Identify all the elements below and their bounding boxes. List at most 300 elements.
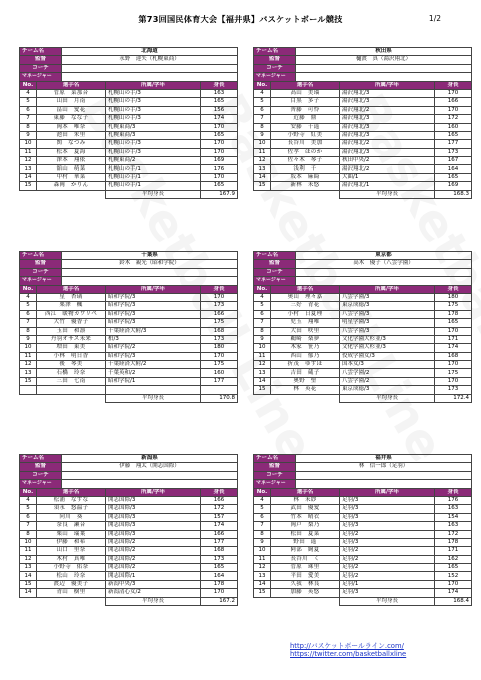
player-row xyxy=(254,106,472,114)
player-height: 171 xyxy=(435,335,472,343)
player-school: 新潟清心女/2 xyxy=(106,589,201,597)
col-school: 所属/学年 xyxy=(340,488,435,496)
player-row xyxy=(20,148,238,156)
player-number: 11 xyxy=(254,352,271,360)
player-height: 164 xyxy=(435,165,472,173)
player-name: 栗澤 楓 xyxy=(37,302,106,310)
player-school: 昭和学院/3 xyxy=(106,319,201,327)
player-school: 文化学園大杉並/3 xyxy=(340,335,435,343)
team-label: チーム名 xyxy=(20,252,62,260)
player-name: 東藤 なな子 xyxy=(37,115,106,123)
player-row xyxy=(254,335,472,343)
player-number: 5 xyxy=(20,98,37,106)
player-row xyxy=(20,123,238,131)
player-name: 佐孝 ほのか xyxy=(271,148,340,156)
team-label: チーム名 xyxy=(254,455,296,463)
manager-name xyxy=(62,277,238,285)
player-school: 開志国際/2 xyxy=(106,538,201,546)
player-number: 6 xyxy=(254,310,271,318)
player-name: 松本 夏海 xyxy=(37,148,106,156)
player-name: 奥野 聖 xyxy=(271,377,340,385)
player-number: 12 xyxy=(20,361,37,369)
player-height: 173 xyxy=(435,386,472,394)
player-height: 178 xyxy=(435,310,472,318)
manager-name xyxy=(62,480,238,488)
player-row xyxy=(254,327,472,335)
player-school: 新潟中央/3 xyxy=(106,580,201,588)
player-row xyxy=(254,115,472,123)
player-school: 湯沢翔北/1 xyxy=(340,182,435,190)
player-number: 13 xyxy=(20,165,37,173)
col-player: 選手名 xyxy=(37,285,106,293)
player-row xyxy=(254,555,472,563)
player-school: 札幌山の手/3 xyxy=(106,140,201,148)
player-name: 小野寺 佑奈 xyxy=(37,564,106,572)
player-height: 170 xyxy=(435,106,472,114)
player-name: 奈良 瀬音 xyxy=(37,522,106,530)
average-height-value: 167.2 xyxy=(201,597,238,605)
player-name: 舘山 萌菜 xyxy=(37,165,106,173)
player-school: 八雲学園/3 xyxy=(340,293,435,301)
player-school: 湯沢翔北/3 xyxy=(340,131,435,139)
player-height: 170 xyxy=(435,89,472,97)
head-coach-name: 伊藤 翔太（開志国際） xyxy=(62,463,238,471)
player-number: 7 xyxy=(254,319,271,327)
player-row xyxy=(20,293,238,301)
player-height: 177 xyxy=(201,377,238,385)
player-height: 175 xyxy=(435,369,472,377)
player-number: 8 xyxy=(254,530,271,538)
player-number: 5 xyxy=(254,98,271,106)
player-school: 千葉経済大附/3 xyxy=(106,327,201,335)
player-name: 岡戸 梨乃 xyxy=(271,522,340,530)
col-school: 所属/学年 xyxy=(106,488,201,496)
player-height: 170 xyxy=(201,148,238,156)
player-name: 奥山 理々嘉 xyxy=(271,293,340,301)
player-number: 6 xyxy=(20,310,37,318)
player-height: 177 xyxy=(201,538,238,546)
player-height: 165 xyxy=(435,131,472,139)
player-name: 菅原 菜那音 xyxy=(37,89,106,97)
player-number: 14 xyxy=(20,173,37,181)
team-prefecture: 北海道 xyxy=(62,48,238,56)
player-number: 7 xyxy=(20,115,37,123)
player-school: 湯沢翔北/3 xyxy=(340,98,435,106)
average-height-label: 平均身長 xyxy=(340,597,435,605)
player-number: 8 xyxy=(254,123,271,131)
player-number: 13 xyxy=(20,564,37,572)
player-number: 14 xyxy=(20,572,37,580)
player-name: 大田 咲里 xyxy=(271,327,340,335)
player-school: 足羽/3 xyxy=(340,589,435,597)
player-name: 栗山 瑞葉 xyxy=(37,530,106,538)
average-height-value: 172.4 xyxy=(435,394,472,402)
player-row xyxy=(20,327,238,335)
player-number: 10 xyxy=(20,140,37,148)
player-school: 開志国際/3 xyxy=(106,530,201,538)
coach-label: コーチ xyxy=(254,268,296,276)
player-name: 木村 真唯 xyxy=(37,555,106,563)
player-row xyxy=(254,302,472,310)
manager-label: マネージャー xyxy=(254,277,296,285)
player-row xyxy=(20,538,238,546)
player-number: 11 xyxy=(20,352,37,360)
player-row xyxy=(20,302,238,310)
player-row xyxy=(20,530,238,538)
player-number: 9 xyxy=(254,335,271,343)
player-row xyxy=(20,319,238,327)
player-height: 170 xyxy=(201,589,238,597)
player-row xyxy=(254,377,472,385)
player-number: 10 xyxy=(254,344,271,352)
player-school: 札幌山の手/3 xyxy=(106,106,201,114)
player-height: 170 xyxy=(435,361,472,369)
player-height: 176 xyxy=(201,165,238,173)
player-height: 163 xyxy=(201,89,238,97)
player-name: 菅原 珠里 xyxy=(271,564,340,572)
player-row xyxy=(254,513,472,521)
player-height: 173 xyxy=(201,555,238,563)
col-no: No. xyxy=(20,285,37,293)
player-row xyxy=(20,505,238,513)
player-row xyxy=(254,165,472,173)
player-row xyxy=(254,564,472,572)
col-no: No. xyxy=(254,488,271,496)
player-row xyxy=(254,123,472,131)
player-name: 松山 玲奈 xyxy=(37,572,106,580)
player-name: 小村 日夏理 xyxy=(271,310,340,318)
player-height: 168 xyxy=(201,327,238,335)
player-school: 開志国際/3 xyxy=(106,496,201,504)
player-height: 172 xyxy=(435,530,472,538)
player-number: 6 xyxy=(20,513,37,521)
head-coach-name: 鈴木 親光（昭和学院） xyxy=(62,260,238,268)
player-height: 168 xyxy=(435,352,472,360)
head-coach-label: 監督 xyxy=(254,260,296,268)
manager-label: マネージャー xyxy=(254,480,296,488)
player-height: 165 xyxy=(201,564,238,572)
player-row xyxy=(20,344,238,352)
player-height: 166 xyxy=(201,310,238,318)
team-label: チーム名 xyxy=(20,455,62,463)
manager-label: マネージャー xyxy=(20,480,62,488)
player-school: 札幌東商/2 xyxy=(106,157,201,165)
twitter-link[interactable]: https://twitter.com/basketballxline xyxy=(290,650,407,658)
player-height: 175 xyxy=(201,361,238,369)
site-link[interactable]: http://バスケットボールライン.com/ xyxy=(290,642,404,650)
coach-name xyxy=(62,64,238,72)
player-row xyxy=(20,157,238,165)
player-row xyxy=(20,165,238,173)
player-number: 9 xyxy=(254,538,271,546)
player-number: 13 xyxy=(20,369,37,377)
player-school: 開志国際/1 xyxy=(106,572,201,580)
average-height-label: 平均身長 xyxy=(340,394,435,402)
player-number: 9 xyxy=(20,335,37,343)
player-name: 丹羽オサス未来 xyxy=(37,335,106,343)
player-row xyxy=(20,98,238,106)
team-table-6 xyxy=(253,454,472,606)
player-row xyxy=(254,352,472,360)
player-height: 170 xyxy=(435,327,472,335)
player-school: 八雲学園/3 xyxy=(340,327,435,335)
player-height: 165 xyxy=(201,182,238,190)
player-height: 170 xyxy=(201,123,238,131)
player-row xyxy=(20,547,238,555)
player-school: 足羽/2 xyxy=(340,547,435,555)
player-school: 開志国際/3 xyxy=(106,513,201,521)
col-height: 身長 xyxy=(201,285,238,293)
player-number: 10 xyxy=(20,344,37,352)
player-name: 玉田 和凛 xyxy=(37,327,106,335)
player-name: 三田 七南 xyxy=(37,377,106,385)
player-name: 野田 遥 xyxy=(271,538,340,546)
player-height: 163 xyxy=(435,522,472,530)
col-school: 所属/学年 xyxy=(106,285,201,293)
player-number: 12 xyxy=(254,157,271,165)
page-number: 1/2 xyxy=(428,14,441,23)
manager-label: マネージャー xyxy=(20,73,62,81)
player-row xyxy=(254,589,472,597)
player-number: 8 xyxy=(20,123,37,131)
player-number: 5 xyxy=(20,505,37,513)
player-height: 164 xyxy=(201,572,238,580)
manager-name xyxy=(296,73,472,81)
player-height: 165 xyxy=(435,173,472,181)
player-height: 169 xyxy=(201,157,238,165)
coach-name xyxy=(296,64,472,72)
player-school: 足羽/2 xyxy=(340,530,435,538)
manager-name xyxy=(296,277,472,285)
player-row xyxy=(254,344,472,352)
player-row xyxy=(20,89,238,97)
player-number: 6 xyxy=(254,513,271,521)
player-school: 足羽/1 xyxy=(340,580,435,588)
player-name: 目黒 多子 xyxy=(271,98,340,106)
player-number: 14 xyxy=(254,173,271,181)
player-number: 14 xyxy=(254,580,271,588)
player-number: 4 xyxy=(254,89,271,97)
col-player: 選手名 xyxy=(271,285,340,293)
col-height: 身長 xyxy=(435,81,472,89)
col-player: 選手名 xyxy=(271,488,340,496)
player-school: 昭和学院/3 xyxy=(106,302,201,310)
player-row xyxy=(254,580,472,588)
player-school: 昭和学院/3 xyxy=(106,293,201,301)
head-coach-label: 監督 xyxy=(20,463,62,471)
player-name: 木家 笹乃 xyxy=(271,344,340,352)
team-prefecture: 福井県 xyxy=(296,455,472,463)
player-height: 162 xyxy=(435,555,472,563)
player-school: 国本女/3 xyxy=(340,361,435,369)
player-number: 6 xyxy=(254,106,271,114)
player-school: 柏/3 xyxy=(106,335,201,343)
player-height: 174 xyxy=(435,344,472,352)
player-number: 7 xyxy=(254,115,271,123)
player-height: 166 xyxy=(201,530,238,538)
col-height: 身長 xyxy=(435,285,472,293)
empty-row xyxy=(20,386,238,394)
col-player: 選手名 xyxy=(271,81,340,89)
player-school: 湯沢翔北/3 xyxy=(340,123,435,131)
player-name: 児玉 翔唯 xyxy=(271,319,340,327)
player-row xyxy=(20,106,238,114)
player-school: 東京成徳/3 xyxy=(340,386,435,394)
player-name: 石橋 玲奈 xyxy=(37,369,106,377)
average-height-value: 167.9 xyxy=(201,190,238,198)
player-row xyxy=(20,589,238,597)
player-height: 172 xyxy=(201,505,238,513)
player-name: 新林 未悠 xyxy=(271,182,340,190)
team-label: チーム名 xyxy=(254,48,296,56)
coach-name xyxy=(296,268,472,276)
team-table-2 xyxy=(253,47,472,199)
player-name: 鵜崎 楽夢 xyxy=(271,335,340,343)
player-row xyxy=(20,361,238,369)
manager-name xyxy=(296,480,472,488)
player-name: 齊藤 可怜 xyxy=(271,106,340,114)
player-school: 八雲学園/2 xyxy=(340,369,435,377)
head-coach-label: 監督 xyxy=(254,56,296,64)
player-height: 156 xyxy=(201,106,238,114)
player-row xyxy=(20,115,238,123)
head-coach-name: 永野 達矢（札幌東商） xyxy=(62,56,238,64)
player-height: 180 xyxy=(201,344,238,352)
player-number: 5 xyxy=(20,302,37,310)
player-name: 中村 華菜 xyxy=(37,173,106,181)
player-row xyxy=(20,522,238,530)
player-number: 15 xyxy=(20,182,37,190)
player-school: 秋田中央/2 xyxy=(340,157,435,165)
player-name: 三好 青花 xyxy=(271,302,340,310)
player-row xyxy=(254,182,472,190)
coach-name xyxy=(62,268,238,276)
player-name: 長谷川 美加 xyxy=(271,140,340,148)
player-row xyxy=(254,131,472,139)
player-height: 170 xyxy=(201,352,238,360)
player-number: 4 xyxy=(254,496,271,504)
player-name: 近藤 鼎 xyxy=(271,115,340,123)
player-height: 160 xyxy=(201,369,238,377)
player-row xyxy=(20,377,238,385)
player-number: 12 xyxy=(254,564,271,572)
player-name: 長谷川 く xyxy=(271,555,340,563)
player-name: 渡辺 優美子 xyxy=(37,580,106,588)
player-school: 足羽/2 xyxy=(340,572,435,580)
player-number: 13 xyxy=(254,369,271,377)
player-name: 竹本 晴衣 xyxy=(271,513,340,521)
player-name: 佐々木 琴子 xyxy=(271,157,340,165)
player-row xyxy=(254,386,472,394)
average-height-value: 168.4 xyxy=(435,597,472,605)
player-number: 7 xyxy=(20,522,37,530)
player-row xyxy=(254,547,472,555)
player-school: 湯沢翔北/2 xyxy=(340,106,435,114)
player-name: 関 なつみ xyxy=(37,140,106,148)
player-name: 武田 優愛 xyxy=(271,505,340,513)
player-school: 湯沢翔北/3 xyxy=(340,115,435,123)
player-row xyxy=(254,148,472,156)
player-name: 加藤 英悠 xyxy=(271,589,340,597)
player-height: 170 xyxy=(435,580,472,588)
player-school: 足羽/2 xyxy=(340,555,435,563)
player-height: 166 xyxy=(201,496,238,504)
player-row xyxy=(20,369,238,377)
player-name: 山田 月南 xyxy=(37,98,106,106)
player-height: 173 xyxy=(201,302,238,310)
player-school: 札幌山の手/1 xyxy=(106,182,201,190)
manager-name xyxy=(62,73,238,81)
player-name: 久我 林良 xyxy=(271,580,340,588)
player-number: 15 xyxy=(254,589,271,597)
player-row xyxy=(20,572,238,580)
player-number: 7 xyxy=(254,522,271,530)
player-row xyxy=(20,513,238,521)
player-height: 175 xyxy=(201,319,238,327)
player-height: 169 xyxy=(435,182,472,190)
coach-label: コーチ xyxy=(20,471,62,479)
player-number: 11 xyxy=(20,547,37,555)
player-height: 160 xyxy=(435,123,472,131)
player-school: 開志国際/2 xyxy=(106,547,201,555)
player-school: 札幌東商/3 xyxy=(106,131,201,139)
player-number: 13 xyxy=(254,572,271,580)
player-school: 札幌東商/3 xyxy=(106,123,201,131)
player-number: 11 xyxy=(254,148,271,156)
player-school: 開志国際/2 xyxy=(106,555,201,563)
player-number: 12 xyxy=(20,555,37,563)
player-school: 東京成徳/3 xyxy=(340,302,435,310)
player-height: 180 xyxy=(435,293,472,301)
player-height: 166 xyxy=(435,98,472,106)
coach-label: コーチ xyxy=(20,64,62,72)
player-number: 12 xyxy=(254,361,271,369)
head-coach-name: 林 信一郎（足羽） xyxy=(296,463,472,471)
team-label: チーム名 xyxy=(254,252,296,260)
player-height: 167 xyxy=(435,157,472,165)
team-prefecture: 東京都 xyxy=(296,252,472,260)
player-name: 林 英花 xyxy=(271,386,340,394)
player-height: 177 xyxy=(435,140,472,148)
col-height: 身長 xyxy=(435,488,472,496)
player-row xyxy=(20,555,238,563)
player-name: 向川 葵 xyxy=(37,513,106,521)
player-row xyxy=(254,522,472,530)
player-row xyxy=(254,157,472,165)
player-row xyxy=(254,310,472,318)
player-height: 170 xyxy=(201,173,238,181)
player-number: 6 xyxy=(20,106,37,114)
player-name: 小野寺 紅美 xyxy=(271,131,340,139)
player-height: 175 xyxy=(435,302,472,310)
player-height: 165 xyxy=(435,319,472,327)
team-label: チーム名 xyxy=(20,48,62,56)
player-number: 5 xyxy=(254,505,271,513)
player-school: 千葉経済大附/2 xyxy=(106,361,201,369)
player-row xyxy=(20,496,238,504)
player-number: 8 xyxy=(20,530,37,538)
player-row xyxy=(20,564,238,572)
player-name: 池田 朱里 xyxy=(37,131,106,139)
player-number: 10 xyxy=(20,538,37,546)
player-row xyxy=(254,369,472,377)
player-school: 八雲学園/3 xyxy=(340,310,435,318)
team-prefecture: 秋田県 xyxy=(296,48,472,56)
player-number: 4 xyxy=(254,293,271,301)
player-height: 172 xyxy=(435,115,472,123)
player-height: 174 xyxy=(435,589,472,597)
col-school: 所属/学年 xyxy=(340,285,435,293)
